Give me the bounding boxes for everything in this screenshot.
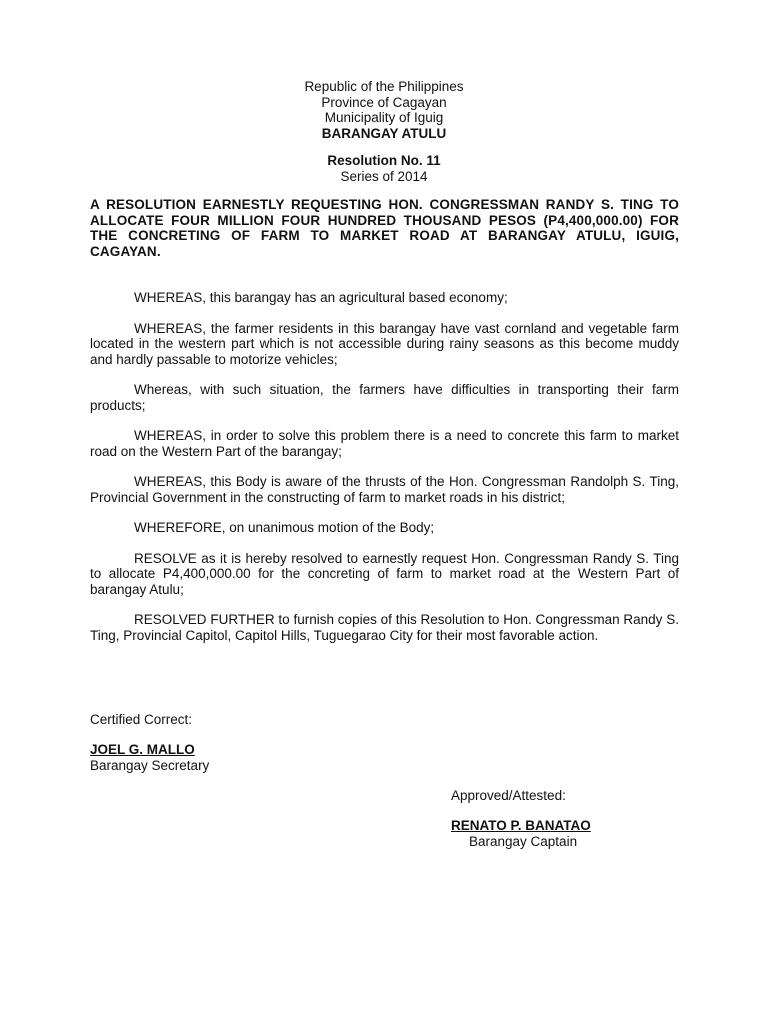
- resolution-heading: [0, 153, 768, 184]
- paragraph-whereas-body-aware: WHEREAS, this Body is aware of the thrusts of the Hon. Congressman Randolph S. Ting, Provincial Government in the constructing of farm to market roads in his district;: [90, 474, 679, 505]
- captain-name: RENATO P. BANATAO: [451, 818, 591, 833]
- paragraph-whereas-economy: WHEREAS, this barangay has an agricultural based economy;: [134, 290, 508, 305]
- resolution-series: Series of 2014: [340, 168, 428, 184]
- approved-label: Approved/Attested:: [451, 788, 566, 803]
- paragraph-whereas-farmers: WHEREAS, the farmer residents in this barangay have vast cornland and vegetable farm located in the western part which is not accessible during rainy seasons as this become muddy and hardly passable to motorize vehicles;: [90, 320, 679, 367]
- secretary-name: JOEL G. MALLO: [90, 742, 195, 757]
- header-municipality: Municipality of Iguig: [324, 110, 444, 125]
- resolution-body: [90, 290, 679, 658]
- secretary-signature-block: [90, 742, 209, 773]
- document-header: [0, 79, 768, 141]
- secretary-position: Barangay Secretary: [90, 757, 210, 773]
- paragraph-resolve: RESOLVE as it is hereby resolved to earnestly request Hon. Congressman Randy S. Ting to allocate P4,400,000.00 for the concreting of farm to market road at the Western Part of barangay Atulu;: [90, 550, 679, 597]
- paragraph-resolved-further: RESOLVED FURTHER to furnish copies of this Resolution to Hon. Congressman Randy S. Ting, Provincial Capitol, Capitol Hills, Tuguegarao City for their most favorable action.: [90, 612, 679, 643]
- resolution-number: Resolution No. 11: [327, 153, 441, 168]
- resolution-title: A RESOLUTION EARNESTLY REQUESTING HON. CONGRESSMAN RANDY S. TING TO ALLOCATE FOUR MILLION FOUR HUNDRED THOUSAND PESOS (P4,400,000.00) FOR THE CONCRETING OF FARM TO MARKET ROAD AT BARANGAY ATULU, IGUIG, CAGAYAN.: [90, 197, 679, 259]
- paragraph-whereas-situation: Whereas, with such situation, the farmers have difficulties in transporting their farm products;: [90, 382, 679, 413]
- header-province: Province of Cagayan: [321, 94, 447, 110]
- captain-signature-block: [451, 818, 591, 849]
- header-barangay: BARANGAY ATULU: [321, 125, 447, 141]
- paragraph-wherefore: WHEREFORE, on unanimous motion of the Body;: [134, 520, 435, 535]
- certified-label: Certified Correct:: [90, 712, 193, 727]
- paragraph-whereas-solution: WHEREAS, in order to solve this problem there is a need to concrete this farm to market road on the Western Part of the barangay;: [90, 428, 679, 459]
- captain-position: Barangay Captain: [469, 833, 578, 849]
- header-republic: Republic of the Philippines: [304, 79, 464, 94]
